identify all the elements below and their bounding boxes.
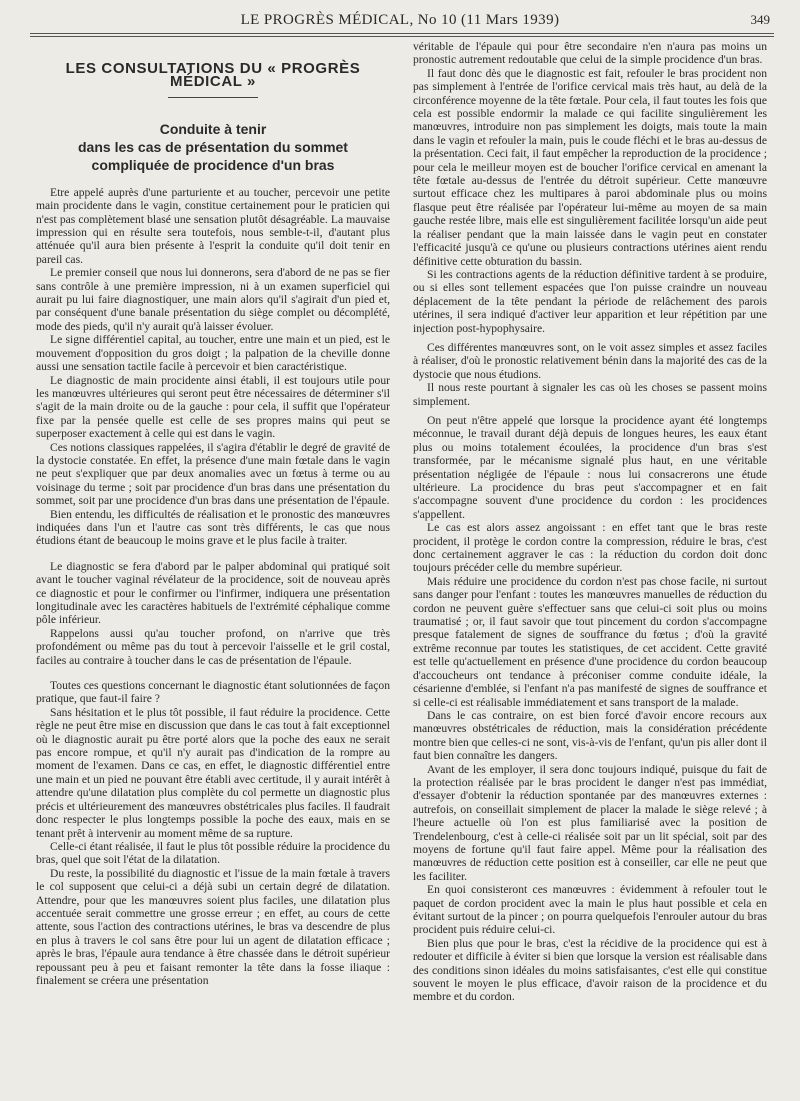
article-title-line: dans les cas de présentation du sommet bbox=[78, 138, 348, 155]
paragraph: Le diagnostic se fera d'abord par le palper abdominal qui pratiqué soit avant le toucher vaginal révélateur de la procidence, soit de nouveau après ce diagnostic et pour le confirmer ou l'infirmer, indiquera une présentation longitudinale avec les caractères habituels de l'extrémité céphalique comme pôle inférieur. bbox=[36, 559, 390, 627]
paragraph: Rappelons aussi qu'au toucher profond, on n'arrive que très profondément ou même pas du tout à percevoir l'aisselle et le gril costal, faciles au contraire à toucher dans le cas de présentation de l'épaule. bbox=[36, 626, 390, 667]
paragraph: Toutes ces questions concernant le diagnostic étant solutionnées de façon pratique, que faut-il faire ? bbox=[36, 679, 390, 706]
right-column bbox=[413, 40, 767, 1004]
paragraph: Ces différentes manœuvres sont, on le voit assez simples et assez faciles à réaliser, d'où le pronostic relativement bénin dans la majorité des cas de la dystocie que nous étudions. bbox=[413, 340, 767, 381]
page-number: 349 bbox=[750, 12, 770, 27]
section-title: LES CONSULTATIONS DU « PROGRÈS MÉDICAL » bbox=[65, 60, 361, 91]
paragraph: En quoi consisteront ces manœuvres : évidemment à refouler tout le paquet de cordon procident avec la main le plus haut possible et cela en évitant surtout de la pincer ; on pourra quelquefois l'enrouler autour du bras procident puis réduire celui-ci. bbox=[413, 883, 767, 937]
paragraph: Du reste, la possibilité du diagnostic et l'issue de la main fœtale à travers le col supposent que celui-ci a déjà subi un certain degré de dilatation. Attendre, pour que les manœuvres soient plus faciles, une dilatation plus accentuée serait commettre une grosse erreur ; en effet, au cours de cette attente, sous l'action des contractions utérines, le bras va descendre de plus en plus à travers le col sans être pour lui un agent de dilatation efficace ; après le bras, l'épaule aura tendance à être chassée dans le détroit supérieur repoussant peu à peu et faisant remonter la tête dans la fosse iliaque : finalement se créera une présentation bbox=[36, 866, 390, 987]
article-title-line: Conduite à tenir bbox=[159, 120, 267, 137]
journal-header-title: LE PROGRÈS MÉDICAL, No 10 (11 Mars 1939) bbox=[240, 12, 560, 28]
paragraph: Etre appelé auprès d'une parturiente et au toucher, percevoir une petite main procidente dans le vagin, constitue certainement pour le praticien qui n'est pas complètement blasé une sensation plutôt désagréable. La mauvaise impression qui en résulte sera toutefois, nous semble-t-il, d'autant plus atténuée qu'il aura bien présente à l'esprit la conduite qu'il doit tenir en pareil cas. bbox=[36, 185, 390, 266]
article-title-line: compliquée de procidence d'un bras bbox=[91, 156, 335, 173]
paragraph: Si les contractions agents de la réduction définitive tardent à se produire, ou si elles sont tellement espacées que l'on puisse craindre un nouveau déplacement de la tête pendant la période de relâchement des parois utérines, il sera indiqué d'activer leur apparition et leur répétition par une injection post-hypophysaire. bbox=[413, 267, 767, 335]
running-header bbox=[30, 8, 770, 32]
paragraph: Le diagnostic de main procidente ainsi établi, il est toujours utile pour les manœuvres ultérieures qui seront peut être nécessaires de déterminer s'il s'agit de la main droite ou de la gauche : pour cela, il suffit que l'opérateur fixe par la pensée quelle est celle de ses propres mains qui peut se superposer exactement à celle qui est dans le vagin. bbox=[36, 373, 390, 441]
left-column bbox=[36, 40, 390, 987]
paragraph: Bien entendu, les difficultés de réalisation et le pronostic des manœuvres indiquées dans l'un et l'autre cas sont très différents, le cas que nous étudions étant de beaucoup le moins grave et le plus facile à traiter. bbox=[36, 507, 390, 548]
paragraph: véritable de l'épaule qui pour être secondaire n'en n'aura pas moins un pronostic autrement redoutable que celui de la simple procidence d'un bras. bbox=[413, 40, 767, 67]
paragraph: Celle-ci étant réalisée, il faut le plus tôt possible réduire la procidence du bras, quel que soit l'état de la dilatation. bbox=[36, 839, 390, 867]
section-divider bbox=[168, 97, 258, 98]
paragraph: Le signe différentiel capital, au toucher, entre une main et un pied, est le mouvement d'opposition du gros doigt ; la palpation de la cheville donne aussi une sensation tactile facile à percevoir et bien caractéristique. bbox=[36, 333, 390, 374]
paragraph: Le cas est alors assez angoissant : en effet tant que le bras reste procident, il protège le cordon contre la compression, réduire le bras, c'est donc certainement aggraver le cas : la réduction du cordon doit donc toujours précéder celle du membre supérieur. bbox=[413, 521, 767, 575]
paragraph: Sans hésitation et le plus tôt possible, il faut réduire la procidence. Cette règle ne peut être mise en discussion que dans le cas tout à fait exceptionnel où le diagnostic aurait pu être porté alors que la poche des eaux ne serait pas encore rompue, et qu'il n'y aurait pas d'indication de la rompre au moment de l'examen. Dans ce cas, en effet, le diagnostic différentiel entre une main et un pied ne pouvant être établi avec certitude, il y aurait intérêt à attendre qu'une dilatation plus complète du col permette un diagnostic plus précis et ultérieurement des manœuvres obstétricales plus faciles. Il faudrait donc respecter le plus longtemps possible la poche des eaux, mais en se tenant prêt à intervenir au moment même de sa rupture. bbox=[36, 705, 390, 840]
paragraph: Le premier conseil que nous lui donnerons, sera d'abord de ne pas se fier sans contrôle à une première impression, ni à un examen superficiel qui aurait pu lui faire diagnostiquer, une main alors qu'il s'agirait d'un pied et, par conséquent d'une banale présentation du siège complet ou décomplété, mode des pieds, qu'il n'y aurait qu'à laisser évoluer. bbox=[36, 266, 390, 333]
paragraph: On peut n'être appelé que lorsque la procidence ayant été longtemps méconnue, le travail durant déjà depuis de longues heures, les eaux étant plus ou moins totalement écoulées, la procidence d'un bras s'est transformée, par le mécanisme signalé plus haut, en une véritable présentation négligée de l'épaule : nous lui consacrerons une étude ultérieure. La procidence du bras peut s'accompagner et en fait s'accompagne souvent d'une procidence du cordon : les procidences s'appellent. bbox=[413, 413, 767, 521]
paragraph: Il nous reste pourtant à signaler les cas où les choses se passent moins simplement. bbox=[413, 381, 767, 408]
paragraph: Mais réduire une procidence du cordon n'est pas chose facile, ni surtout sans danger pour l'enfant : toutes les manœuvres manuelles de réduction du cordon ne peuvent guère s'effectuer sans que celui-ci soit plus ou moins traumatisé ; or, il faut savoir que tout pincement du cordon s'accompagne presque fatalement de signes de souffrance du fœtus ; d'où la gravité extrême reconnue par toutes les statistiques, de cet accident. Cette gravité est telle qu'actuellement en présence d'une procidence du cordon beaucoup d'accoucheurs ont tendance à préconiser comme conduite idéale, la césarienne d'emblée, si l'enfant n'a pas manifesté de signes de souffrance et si celle-ci est réalisable immédiatement et sans transport de la malade. bbox=[413, 574, 767, 709]
paragraph: Avant de les employer, il sera donc toujours indiqué, puisque du fait de la protection réalisée par le bras procident le danger n'est pas immédiat, d'essayer d'obtenir la réduction spontanée par des manœuvres externes : autrefois, on conseillait simplement de placer la malade le siège relevé ; à l'heure actuelle où l'on est plus familiarisé avec la position de Trendelenbourg, c'est à celle-ci réalisée soit par un lit spécial, soit par des moyens de fortune qu'il faut faire appel. Même pour la réalisation des manœuvres de réduction cette position est à conseiller, car elle ne peut que les faciliter. bbox=[413, 762, 767, 883]
paragraph: Dans le cas contraire, on est bien forcé d'avoir encore recours aux manœuvres obstétricales de réduction, mais la considération précédente montre bien que celles-ci ne sont, vis-à-vis de l'enfant, qu'un pis aller dont il faut bien connaître les dangers. bbox=[413, 708, 767, 763]
paragraph: Ces notions classiques rappelées, il s'agira d'établir le degré de gravité de la dystocie constatée. En effet, la présence d'une main fœtale dans le vagin ne peut s'expliquer que par deux anomalies avec un fœtus à terme ou au voisinage du terme ; soit par procidence d'un bras dans une présentation du sommet, soit par une procidence d'un bras dans une présentation de l'épaule. bbox=[36, 440, 390, 508]
paragraph: Il faut donc dès que le diagnostic est fait, refouler le bras procident non pas simplement à l'entrée de l'orifice cervical mais très haut, au delà de la circonférence moyenne de la tête fœtale. Pour cela, il faut toutes les fois que cela est possible endormir la malade ce qui facilite singulièrement les manœuvres, introduire non pas simplement les doigts, mais toute la main dans le vagin et refouler la main, puis le coude fléchi et le bras au-dessus de la présentation. Ceci fait, il faut empêcher la reproduction de la procidence ; pour cela le meilleur moyen est de boucher l'orifice cervical en amenant la tête fœtale au-dessus de l'entrée du détroit supérieur. Cette manœuvre surtout efficace chez les multipares à paroi abdominale plus ou moins flasque peut être réalisée par l'opérateur lui-même au moyen de sa main gauche restée libre, mais elle est singulièrement facilitée lorsqu'un aide peut la réaliser pendant que la main laissée dans le vagin peut en constater l'efficacité jusqu'à ce qu'une ou plusieurs contractions utérines aient rendu définitive cette obturation du bassin. bbox=[413, 66, 767, 268]
header-rule bbox=[30, 33, 774, 34]
spacer bbox=[36, 667, 390, 679]
spacer bbox=[36, 548, 390, 560]
article-title bbox=[36, 120, 390, 174]
header-rule-secondary bbox=[30, 36, 774, 37]
paragraph: Bien plus que pour le bras, c'est la récidive de la procidence qui est à redouter et difficile à éviter si bien que lorsque la version est réalisable dans des conditions sinon idéales du moins satisfaisantes, c'est elle qui constitue souvent le moyen le plus efficace, d'avoir raison de la procidence et du membre et du cordon. bbox=[413, 936, 767, 1004]
